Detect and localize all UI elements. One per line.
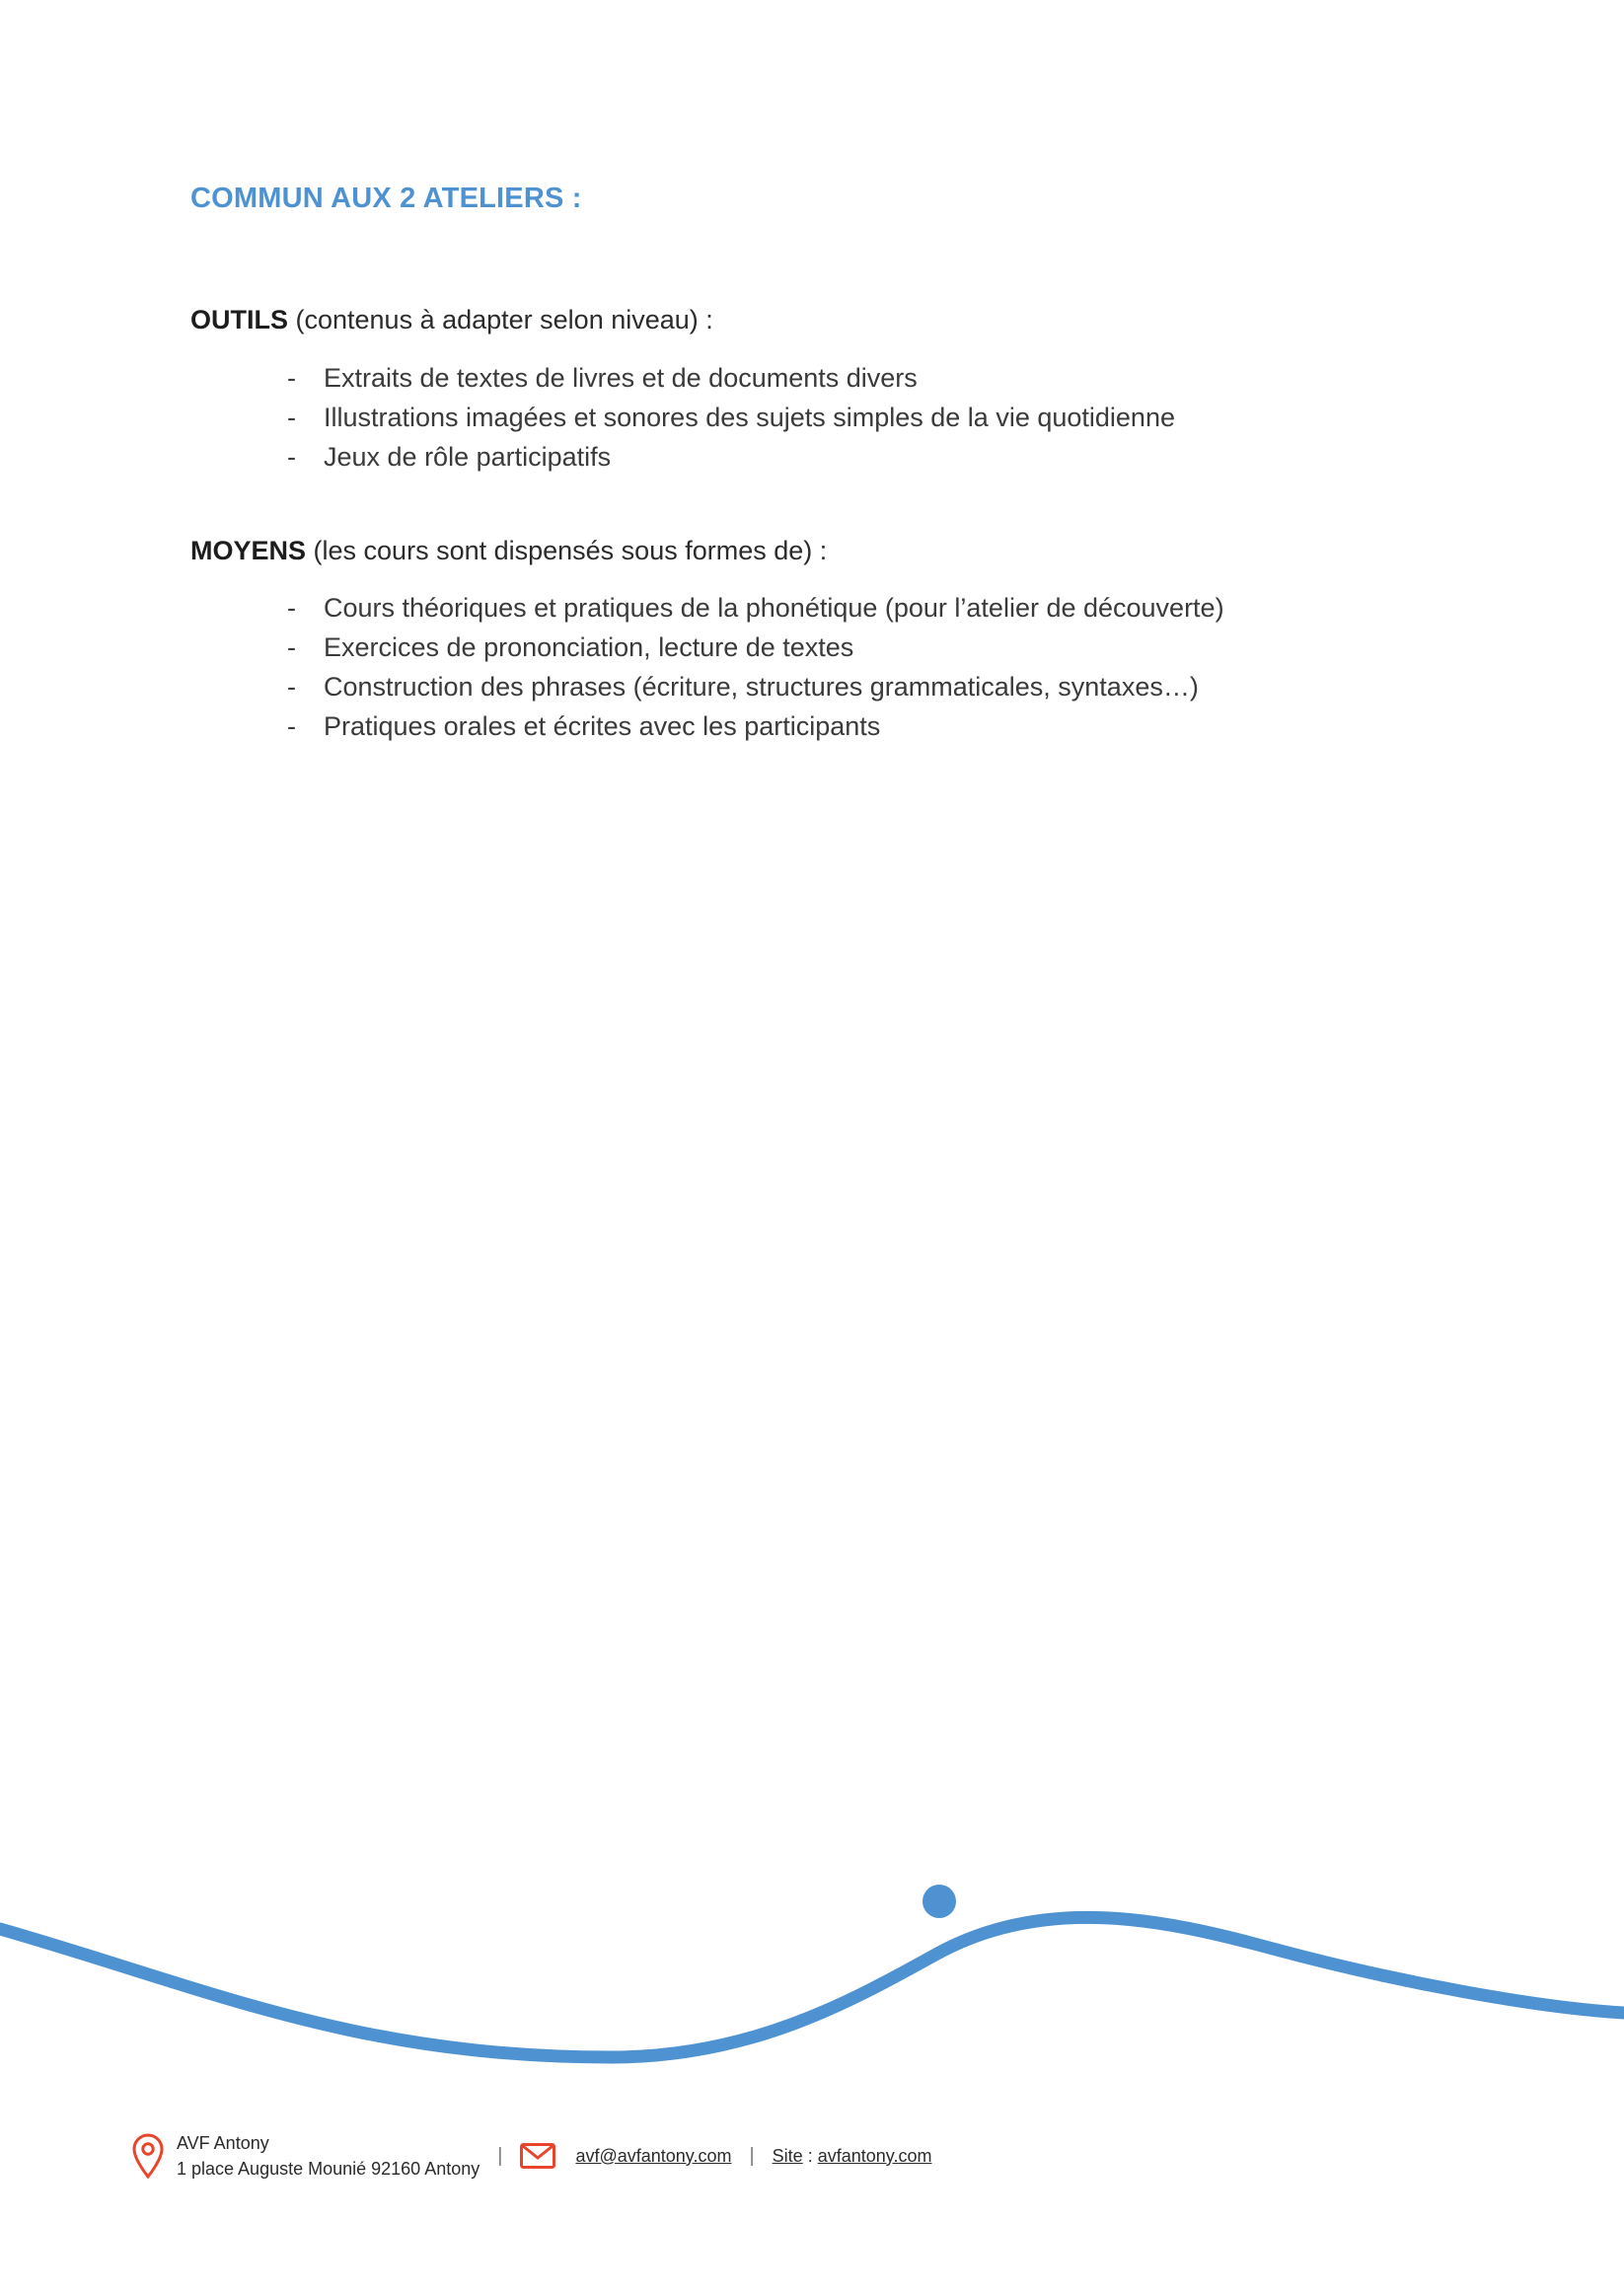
list-item-text: Pratiques orales et écrites avec les participants bbox=[324, 711, 881, 742]
dash-bullet: - bbox=[287, 441, 296, 472]
footer-org-name: AVF Antony bbox=[177, 2133, 269, 2153]
section-moyens-list bbox=[190, 591, 1434, 745]
list-item-text: Illustrations imagées et sonores des sujets simples de la vie quotidienne bbox=[324, 402, 1175, 432]
list-item-text: Construction des phrases (écriture, structures grammaticales, syntaxes…) bbox=[324, 672, 1199, 703]
dash-bullet: - bbox=[287, 593, 296, 624]
list-item-text: Extraits de textes de livres et de documents divers bbox=[324, 362, 918, 393]
footer-site-colon: : bbox=[802, 2145, 818, 2166]
location-pin-icon bbox=[131, 2133, 165, 2179]
section-moyens-subtitle: (les cours sont dispensés sous formes de) : bbox=[306, 535, 828, 565]
list-item bbox=[190, 591, 1434, 627]
list-item-text: Exercices de prononciation, lecture de textes bbox=[324, 632, 854, 663]
list-item-text: Jeux de rôle participatifs bbox=[324, 441, 612, 472]
footer-address: 1 place Auguste Mounié 92160 Antony bbox=[177, 2159, 480, 2180]
footer-address-block bbox=[177, 2130, 480, 2182]
footer-email-link[interactable]: avf@avfantony.com bbox=[575, 2145, 732, 2166]
list-item bbox=[190, 670, 1434, 705]
footer-separator-2: | bbox=[749, 2144, 755, 2167]
footer-content bbox=[131, 2130, 931, 2182]
list-item bbox=[190, 630, 1434, 666]
section-outils-lead bbox=[190, 302, 1434, 339]
page-title: COMMUN AUX 2 ATELIERS : bbox=[190, 183, 582, 214]
page-footer bbox=[0, 2130, 1624, 2209]
footer-site-link[interactable]: avfantony.com bbox=[817, 2145, 932, 2166]
section-outils-list bbox=[190, 361, 1434, 476]
section-moyens-label: MOYENS bbox=[190, 535, 307, 565]
footer-site-block bbox=[773, 2146, 932, 2167]
document-content bbox=[190, 183, 1434, 749]
mail-icon bbox=[520, 2143, 555, 2169]
decorative-wave bbox=[0, 1867, 1624, 2123]
dash-bullet: - bbox=[287, 672, 296, 703]
section-moyens bbox=[190, 533, 1434, 745]
list-item bbox=[190, 440, 1434, 476]
section-moyens-lead bbox=[190, 533, 1434, 570]
list-item bbox=[190, 401, 1434, 436]
dash-bullet: - bbox=[287, 632, 296, 663]
list-item-text: Cours théoriques et pratiques de la phonétique (pour l’atelier de découverte) bbox=[324, 593, 1224, 624]
dash-bullet: - bbox=[287, 362, 296, 393]
dash-bullet: - bbox=[287, 711, 296, 742]
dash-bullet: - bbox=[287, 402, 296, 432]
footer-separator-1: | bbox=[497, 2144, 503, 2167]
list-item bbox=[190, 361, 1434, 397]
section-outils-subtitle: (contenus à adapter selon niveau) : bbox=[288, 305, 713, 334]
list-item bbox=[190, 709, 1434, 745]
section-outils bbox=[190, 302, 1434, 476]
footer-site-label: Site bbox=[772, 2145, 803, 2166]
section-outils-label: OUTILS bbox=[190, 305, 288, 334]
